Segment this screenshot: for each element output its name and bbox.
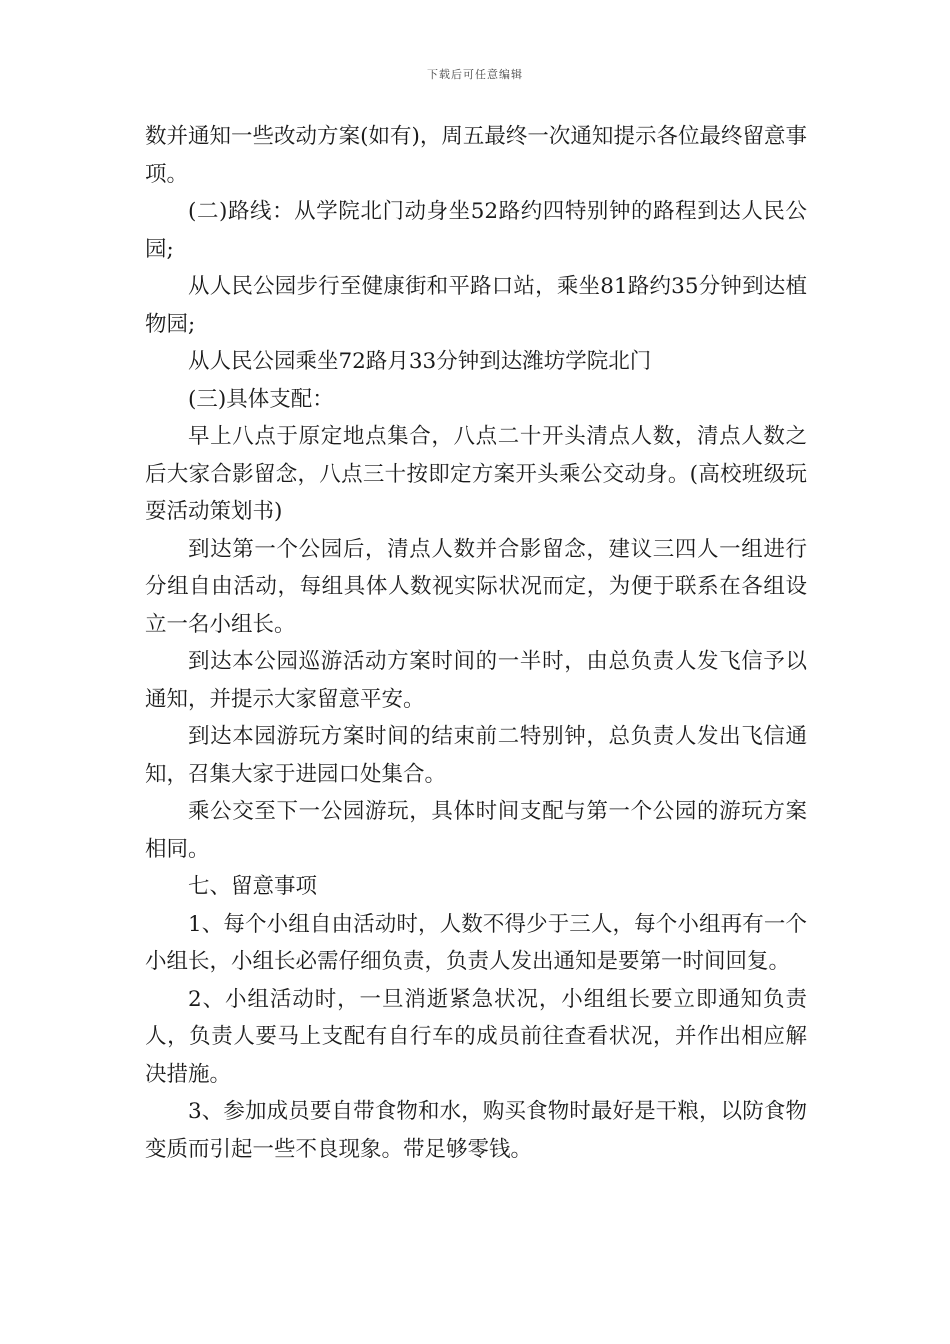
- paragraph-halfway-notice: 到达本公园巡游活动方案时间的一半时，由总负责人发飞信予以通知，并提示大家留意平安。: [145, 649, 807, 712]
- paragraph-next-park: 乘公交至下一公园游玩，具体时间支配与第一个公园的游玩方案相同。: [145, 799, 807, 862]
- paragraph-route-intro: (二)路线：从学院北门动身坐52路约四特别钟的路程到达人民公园;: [145, 199, 807, 262]
- paragraph-route-botanical: 从人民公园步行至健康街和平路口站，乘坐81路约35分钟到达植物园;: [145, 274, 807, 337]
- paragraph-gathering: 到达本园游玩方案时间的结束前二特别钟，总负责人发出飞信通知，召集大家于进园口处集合。: [145, 724, 807, 787]
- note-item-2: 2、小组活动时，一旦消逝紧急状况，小组组长要立即通知负责人，负责人要马上支配有自行车的成员前往查看状况，并作出相应解决措施。: [145, 986, 807, 1087]
- paragraph-morning-assembly: 早上八点于原定地点集合，八点二十开头清点人数，清点人数之后大家合影留念，八点三十按即定方案开头乘公交动身。(高校班级玩耍活动策划书): [145, 424, 807, 524]
- section-heading-schedule: (三)具体支配：: [188, 386, 334, 412]
- paragraph-continuation: 数并通知一些改动方案(如有)，周五最终一次通知提示各位最终留意事项。: [145, 124, 807, 187]
- note-item-3: 3、参加成员要自带食物和水，购买食物时最好是干粮，以防食物变质而引起一些不良现象。带足够零钱。: [145, 1099, 807, 1162]
- section-heading-notes: 七、留意事项: [188, 874, 318, 899]
- paragraph-route-return: 从人民公园乘坐72路月33分钟到达潍坊学院北门: [188, 349, 652, 374]
- document-body: [145, 118, 807, 1168]
- paragraph-first-park: 到达第一个公园后，清点人数并合影留念，建议三四人一组进行分组自由活动，每组具体人数视实际状况而定，为便于联系在各组设立一名小组长。: [145, 536, 807, 637]
- page-header: 下载后可任意编辑: [427, 68, 523, 81]
- note-item-1: 1、每个小组自由活动时，人数不得少于三人，每个小组再有一个小组长，小组长必需仔细负责，负责人发出通知是要第一时间回复。: [145, 911, 807, 974]
